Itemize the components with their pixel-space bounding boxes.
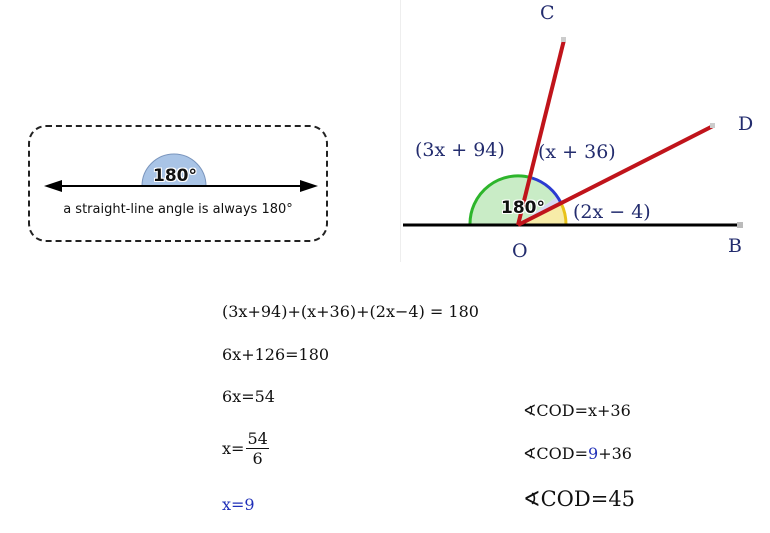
- total-angle-label: 180°: [501, 198, 545, 218]
- straight-angle-caption: a straight-line angle is always 180°: [63, 202, 293, 217]
- point-o-label: O: [512, 240, 528, 262]
- angle-cod-substitution: [523, 444, 632, 463]
- measured-angle-icon: ∢: [523, 401, 537, 420]
- left-arrowhead-icon: [44, 180, 62, 192]
- measured-angle-icon: ∢: [523, 487, 541, 511]
- angle-cod-substitution-post: +36: [598, 444, 632, 463]
- point-c-marker: [561, 37, 566, 42]
- fraction-numerator: 54: [247, 429, 268, 448]
- equation-subtracted: 6x=54: [222, 387, 275, 406]
- equation-division: [222, 430, 269, 469]
- point-b-marker: [737, 222, 743, 228]
- angle-figure: [400, 0, 770, 262]
- angle-cod-substituted-value: 9: [588, 444, 599, 463]
- equation-sum-of-angles: (3x+94)+(x+36)+(2x−4) = 180: [222, 302, 479, 321]
- fraction-denominator: 6: [252, 449, 263, 468]
- straight-angle-degree-label: 180°: [153, 166, 197, 186]
- point-b-label: B: [728, 235, 742, 257]
- angle-cod-result: [523, 487, 635, 511]
- right-arrowhead-icon: [300, 180, 318, 192]
- point-d-marker: [710, 123, 715, 128]
- solution-x-value: x=9: [222, 495, 255, 514]
- right-angle-expression: (2x − 4): [573, 201, 651, 223]
- angle-cod-expression-text: COD=x+36: [536, 401, 631, 420]
- angle-cod-result-text: COD=45: [540, 487, 636, 511]
- left-angle-expression: (3x + 94): [415, 139, 505, 161]
- equation-simplified: 6x+126=180: [222, 345, 330, 364]
- measured-angle-icon: ∢: [523, 444, 537, 463]
- middle-angle-expression: (x + 36): [538, 141, 616, 163]
- point-c-label: C: [540, 2, 555, 24]
- angle-cod-substitution-pre: COD=: [536, 444, 588, 463]
- fraction: [246, 430, 268, 469]
- angle-cod-expression: [523, 401, 631, 420]
- equation-division-lhs: x=: [222, 439, 245, 458]
- point-d-label: D: [738, 113, 754, 135]
